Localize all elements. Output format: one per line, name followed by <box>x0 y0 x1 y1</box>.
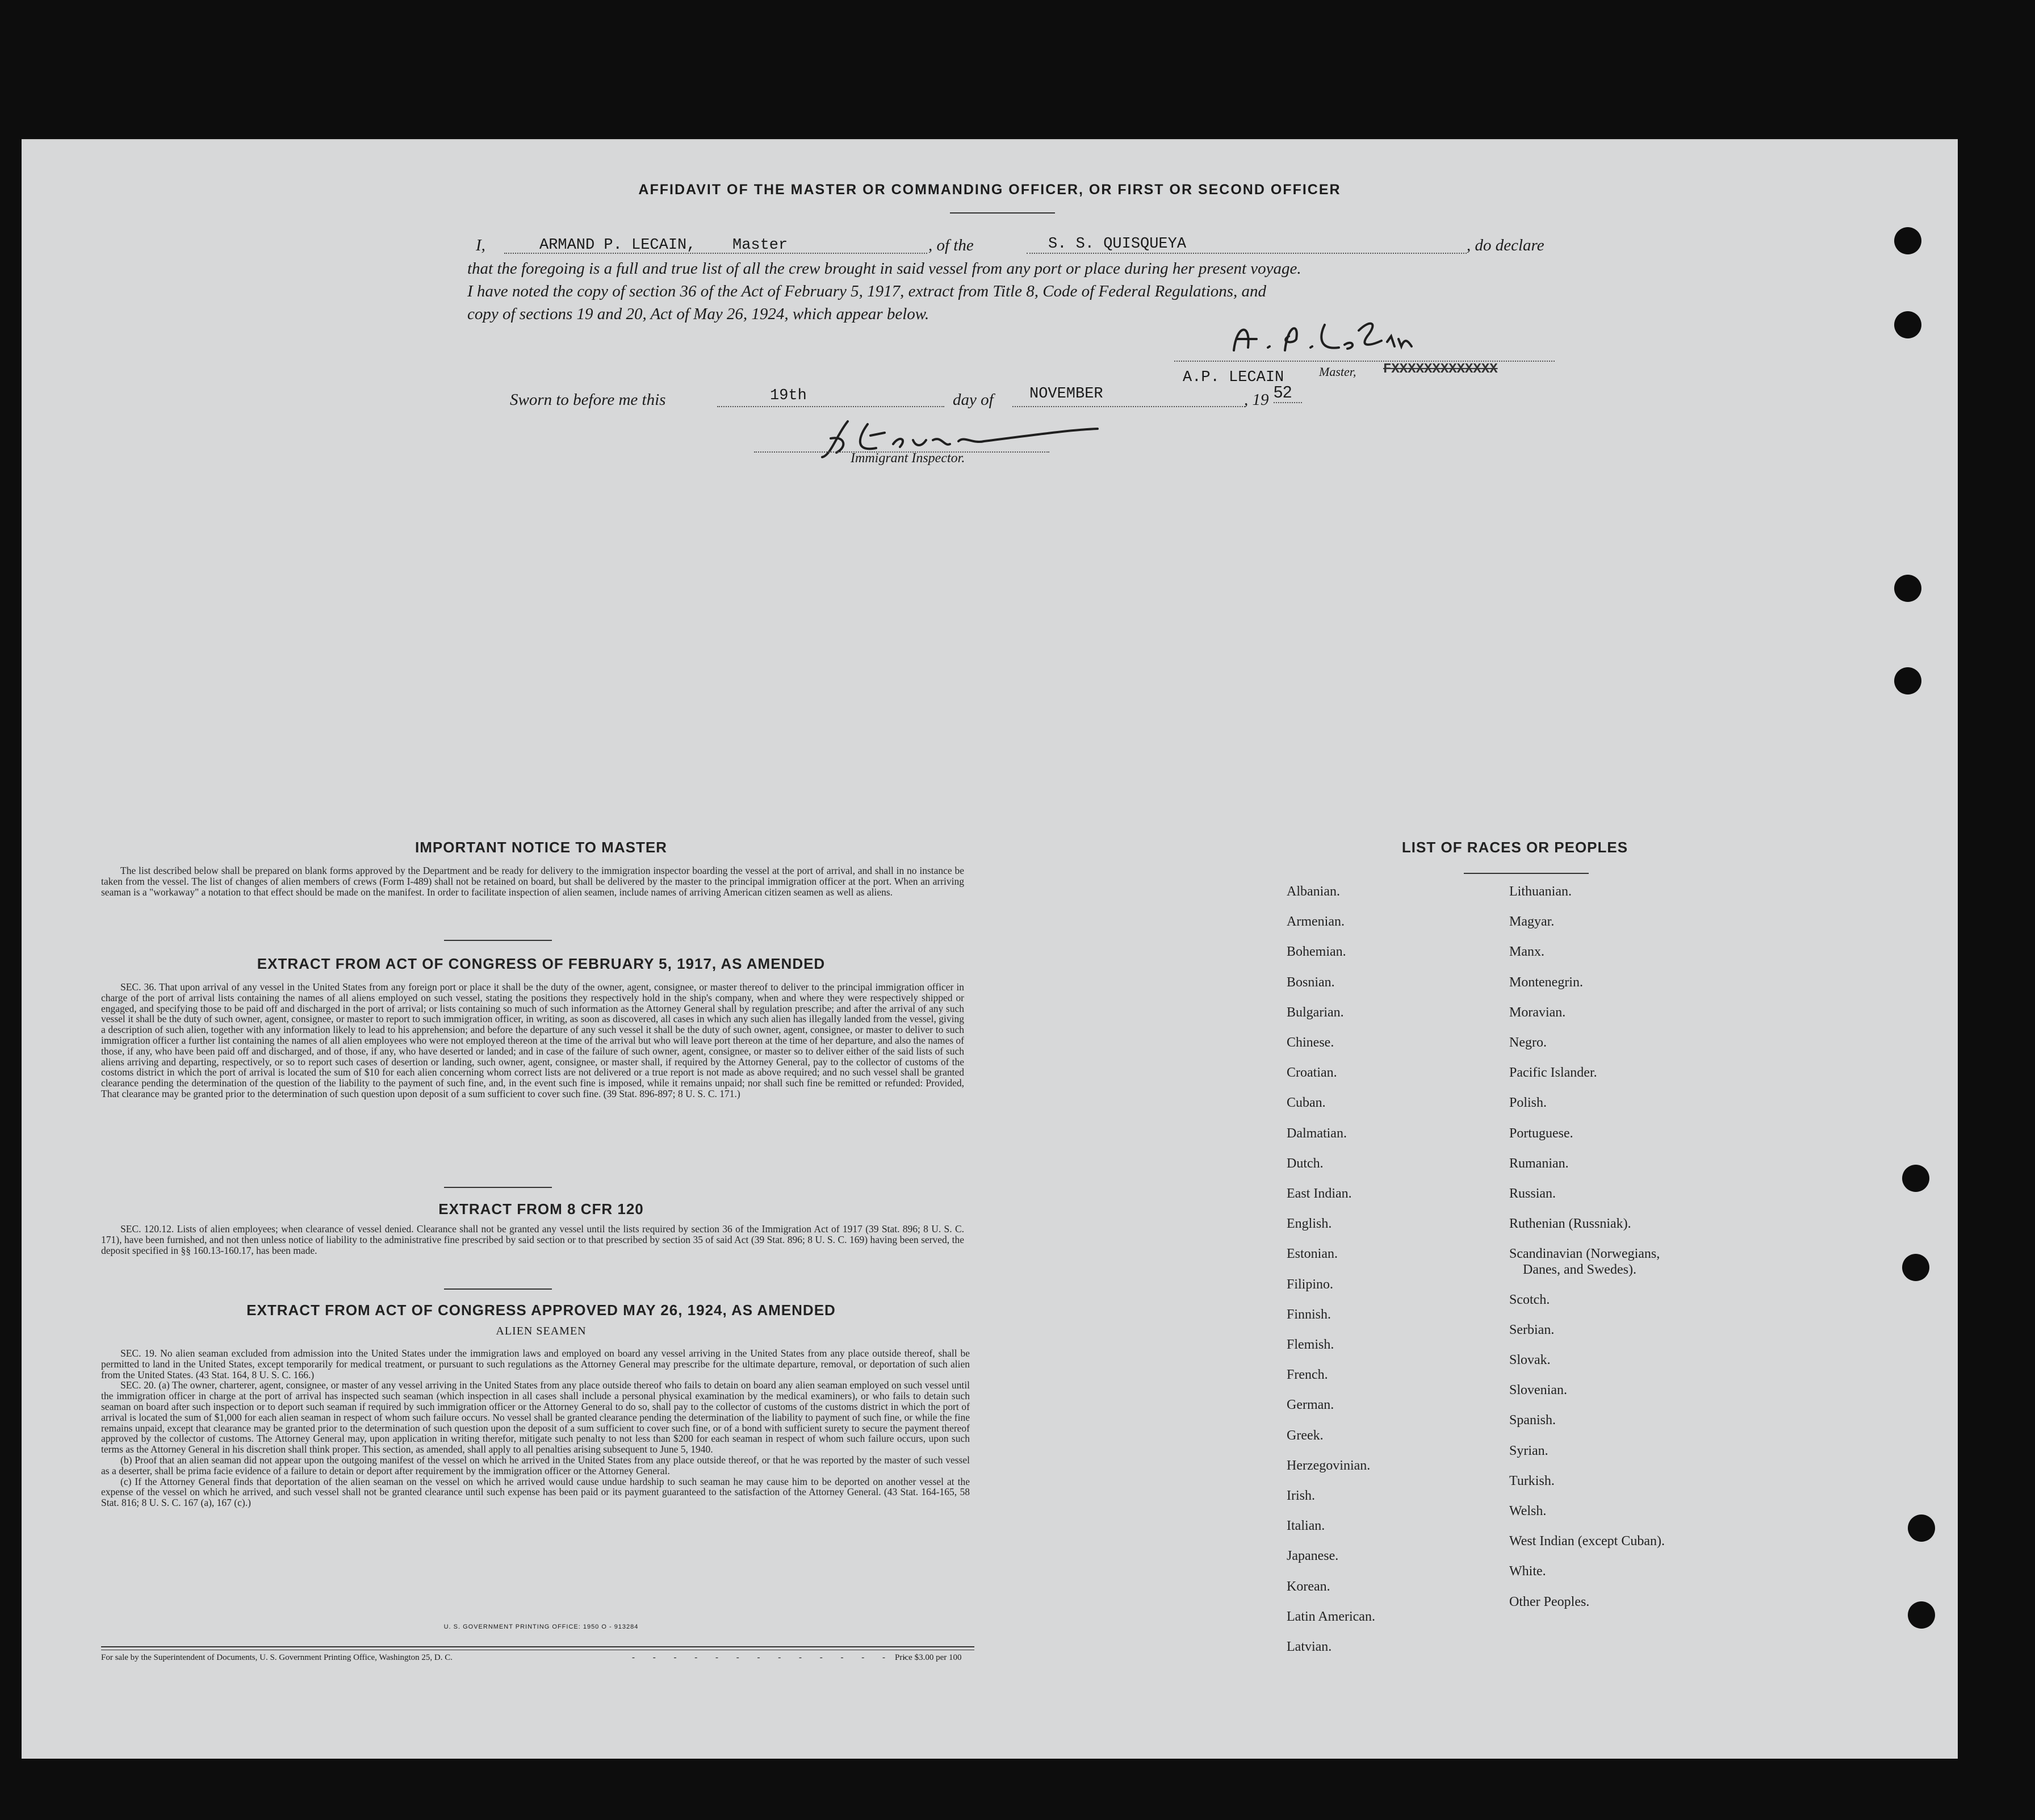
footer-price: Price $3.00 per 100 <box>895 1653 962 1662</box>
race-entry: Slovenian. <box>1509 1383 1567 1398</box>
vessel-name: S. S. QUISQUEYA <box>1048 236 1187 253</box>
master-rank: Master <box>732 237 788 254</box>
race-entry: Latin American. <box>1287 1609 1375 1624</box>
punch-hole <box>1908 1601 1935 1629</box>
race-entry: Italian. <box>1287 1518 1325 1534</box>
race-entry: Dalmatian. <box>1287 1126 1347 1141</box>
extract-1917-text: SEC. 36. That upon arrival of any vessel in the United States from any foreign port or place it shall be the duty of the owner, agent, consignee, or master thereof to deliver to the principal immigration officer in charge of the port of arrival lists containing the names of all aliens employed on such vessel, stating the positions they respectively hold in the ship's company, when and where they were respectively shipped or engaged, and specifying those to be paid off and discharged in the port of arrival; or lists containing so much of such information as the Attorney General shall by regulation prescribe; and after the arrival of any such vessel it shall be the duty of such owner, agent, consignee, or master to report to such immigration officer, in writing, as soon as discovered, all cases in which any such alien has illegally landed from the vessel, giving a description of such alien, together with any information likely to lead to his apprehension; and before the departure of any such vessel it shall be the duty of such owner, agent, consignee, or master to deliver to such immigration officer a further list containing the names of all alien employees who were not employed thereon at the time of the arrival but who will leave port thereon at the time of her departure, and also the names of those, if any, who have been paid off and discharged, and of those, if any, who have deserted or landed; and in case of the failure of such owner, agent, consignee, or master so to deliver either of the said lists of such aliens arriving and departing, respectively, or so to report such cases of desertion or landing, such owner, agent, consignee, or master shall, if required by the Attorney General, pay to the collector of customs of the costoms district in which the port of arrival is located the sum of $10 for each alien concerning whom correct lists are not delivered or a true report is not made as above required; and no such vessel shall be granted clearance pending the determination of the question of the liability to the payment of such fine, and, in the event such fine is imposed, while it remains unpaid; nor shall such fine be remitted or refunded: Provided, That clearance may be granted prior to the determination of such question upon deposit of a sum sufficient to cover such fine. (39 Stat. 896-897; 8 U. S. C. 171.) <box>101 981 964 1099</box>
race-entry: Greek. <box>1287 1428 1324 1443</box>
extract-1917-rule <box>444 1187 552 1188</box>
struck-officer-title: FXXXXXXXXXXXXX <box>1383 362 1498 377</box>
race-entry: Russian. <box>1509 1186 1556 1201</box>
day-fill-line <box>717 406 944 407</box>
affidavit-i: I, <box>476 236 485 254</box>
sworn-year-suffix: 52 <box>1274 383 1302 403</box>
day-of-label: day of <box>953 391 994 409</box>
race-entry: Manx. <box>1509 944 1544 960</box>
master-name: ARMAND P. LECAIN, <box>539 237 696 254</box>
form-sheet <box>22 139 1958 1759</box>
affidavit-line-4: copy of sections 19 and 20, Act of May 26, 1924, which appear below. <box>467 305 929 323</box>
race-entry: Moravian. <box>1509 1005 1566 1020</box>
sworn-label: Sworn to before me this <box>510 391 666 409</box>
punch-hole <box>1908 1514 1935 1542</box>
notice-rule <box>444 940 552 941</box>
race-entry: Herzegovinian. <box>1287 1458 1371 1473</box>
race-entry: Filipino. <box>1287 1277 1334 1292</box>
race-entry: Scandinavian (Norwegians, <box>1509 1246 1660 1262</box>
race-entry: Rumanian. <box>1509 1156 1569 1171</box>
race-entry: Finnish. <box>1287 1307 1331 1322</box>
race-entry: Bosnian. <box>1287 974 1335 990</box>
title-rule <box>950 212 1055 214</box>
extract-1924-title: EXTRACT FROM ACT OF CONGRESS APPROVED MAY 26, 1924, AS AMENDED <box>246 1302 836 1319</box>
sec-20b-text: (b) Proof that an alien seaman did not appear upon the outgoing manifest of the vessel on which he arrived in the United States from any place outside thereof, or that he was reported by the master of such vessel as a deserter, shall be prima facie evidence of a failure to detain or deport after requirement by the immigration officer or the Attorney General. <box>101 1454 970 1476</box>
race-entry: Chinese. <box>1287 1035 1334 1050</box>
extract-cfr-rule <box>444 1288 552 1290</box>
race-entry: Magyar. <box>1509 914 1555 930</box>
race-entry: Slovak. <box>1509 1353 1551 1367</box>
punch-hole <box>1902 1254 1929 1281</box>
race-entry: Polish. <box>1509 1095 1547 1111</box>
extract-1924-subtitle: ALIEN SEAMEN <box>496 1325 587 1337</box>
race-entry: Lithuanian. <box>1509 884 1572 899</box>
notice-title: IMPORTANT NOTICE TO MASTER <box>415 839 667 856</box>
race-entry: Syrian. <box>1509 1443 1548 1458</box>
vessel-fill-line <box>1027 253 1467 254</box>
master-label: Master, <box>1319 365 1356 379</box>
race-entry: West Indian (except Cuban). <box>1509 1534 1665 1549</box>
typed-signature: A.P. LECAIN <box>1183 369 1284 386</box>
races-title: LIST OF RACES OR PEOPLES <box>1401 839 1628 856</box>
race-entry: Negro. <box>1509 1035 1547 1050</box>
race-entry: Albanian. <box>1287 884 1340 899</box>
notice-text: The list described below shall be prepared on blank forms approved by the Department and be ready for delivery to the immigration inspector boarding the vessel at the port of arrival, and shall in no instance be taken from the vessel. The list of changes of alien members of crews (Form I-489) shall not be retained on board, but shall be delivered by the master to the principal immigration officer at the port. When an arriving seaman is a "workaway" a notation to that effect should be made on the manifest. In order to facilitate inspection of alien seamen, include names of arriving American citizen seamen as well as aliens. <box>101 865 964 898</box>
race-entry: Armenian. <box>1287 914 1345 930</box>
race-entry: Scotch. <box>1509 1292 1550 1307</box>
affidavit-title: AFFIDAVIT OF THE MASTER OR COMMANDING OFFICER, OR FIRST OR SECOND OFFICER <box>638 182 1341 198</box>
race-entry: German. <box>1287 1398 1334 1413</box>
extract-1917-title: EXTRACT FROM ACT OF CONGRESS OF FEBRUARY 5, 1917, AS AMENDED <box>257 955 826 972</box>
extract-1924-body <box>101 1348 970 1508</box>
race-entry: Serbian. <box>1509 1322 1555 1337</box>
race-entry: Pacific Islander. <box>1509 1065 1597 1081</box>
race-entry: Montenegrin. <box>1509 974 1583 990</box>
race-entry: Flemish. <box>1287 1337 1334 1352</box>
race-entry: Bohemian. <box>1287 944 1346 960</box>
punch-hole <box>1894 227 1921 254</box>
sec-20a-text: SEC. 20. (a) The owner, charterer, agent, consignee, or master of any vessel arriving in the United States from any place outside thereof who fails to detain on board any alien seaman employed on such vessel until the immigration officer in charge at the port of arrival has inspected such seaman (which inspection in all cases shall include a personal physical examination by the medical examiners), or who fails to detain such seaman on board after such inspection or to deport such seaman if required by such immigration officer or the Attorney General to do so, shall pay to the collector of customs of the customs district in which the port of arrival is located the sum of $1,000 for each alien seaman in respect of whom such failure occurs. No vessel shall be granted clearance pending the determination of the liability to payment of such fine, or while the fine remains unpaid, except that clearance may be granted prior to the determination of such question upon the deposit of a sum sufficient to cover such fine, or of a bond with sufficient surety to secure the payment thereof approved by the collector of customs. The Attorney General may, upon application in writing therefor, mitigate such penalty to not less than $200 for each seaman in respect of whom such failure occurs, upon such terms as the Attorney General in his discretion shall think proper. This section, as amended, shall apply to all penalties arising subsequent to June 5, 1940. <box>101 1379 970 1455</box>
race-entry: Japanese. <box>1287 1549 1339 1564</box>
race-entry: French. <box>1287 1367 1328 1383</box>
race-entry: Bulgarian. <box>1287 1005 1344 1020</box>
race-entry: Irish. <box>1287 1488 1315 1503</box>
footer-sale-text: For sale by the Superintendent of Documents, U. S. Government Printing Office, Washington 25, D. C. <box>101 1653 453 1662</box>
races-rule <box>1464 873 1589 874</box>
of-the-label: , of the <box>928 236 974 254</box>
punch-hole <box>1894 311 1921 338</box>
race-entry: Spanish. <box>1509 1413 1556 1428</box>
race-entry: Estonian. <box>1287 1246 1338 1262</box>
race-entry: Latvian. <box>1287 1639 1332 1654</box>
master-signature <box>1225 313 1430 362</box>
extract-cfr-text: SEC. 120.12. Lists of alien employees; when clearance of vessel denied. Clearance shall not be granted any vessel until the lists required by section 36 of the Immigration Act of 1917 (39 Stat. 896; 8 U. S. C. 171), have been furnished, and not then unless notice of liability to the administrative fine prescribed by said section or to that prescribed by section 35 of said Act (39 Stat. 896; 8 U. S. C. 169) having been served, the deposit specified in §§ 160.13-160.17, has been made. <box>101 1223 964 1256</box>
race-entry: East Indian. <box>1287 1186 1352 1201</box>
extract-cfr-title: EXTRACT FROM 8 CFR 120 <box>438 1200 644 1217</box>
sec-19-text: SEC. 19. No alien seaman excluded from admission into the United States under the immigration laws and employed on board any vessel arriving in the United States from any place outside thereof, shall be permitted to land in the United States, except temporarily for medical treatment, or pursuant to such regulations as the Attorney General may prescribe for the ultimate departure, removal, or deportation of such alien from the United States. (43 Stat. 164, 8 U. S. C. 166.) <box>101 1348 970 1380</box>
do-declare-label: , do declare <box>1467 236 1544 254</box>
year-prefix: , 19 <box>1244 391 1269 409</box>
footer-rule <box>101 1646 974 1647</box>
inspector-label: Immigrant Inspector. <box>851 451 965 466</box>
race-entry: Portuguese. <box>1509 1126 1573 1141</box>
gpo-imprint: U. S. GOVERNMENT PRINTING OFFICE: 1950 O - 913284 <box>443 1624 639 1630</box>
race-entry: Croatian. <box>1287 1065 1337 1081</box>
race-entry: Welsh. <box>1509 1504 1547 1518</box>
sworn-month: NOVEMBER <box>1029 386 1103 403</box>
punch-hole <box>1894 667 1921 694</box>
race-entry: English. <box>1287 1216 1332 1232</box>
punch-hole <box>1894 575 1921 602</box>
race-entry: Korean. <box>1287 1579 1330 1594</box>
race-entry: Other Peoples. <box>1509 1594 1590 1609</box>
race-entry: Danes, and Swedes). <box>1523 1262 1636 1278</box>
sworn-day: 19th <box>770 387 807 404</box>
race-entry: Cuban. <box>1287 1095 1326 1111</box>
affidavit-line-2: that the foregoing is a full and true list of all the crew brought in said vessel from any port or place during her present voyage. <box>467 260 1301 278</box>
sec-20c-text: (c) If the Attorney General finds that deportation of the alien seaman on the vessel on which he arrived would cause undue hardship to such seaman he may cause him to be deported on another vessel at the expense of the vessel on which he arrived, and such vessel shall not be granted clearance until such expense has been paid or its payment guaranteed to the satisfaction of the Attorney General. (43 Stat. 164-165, 58 Stat. 816; 8 U. S. C. 167 (a), 167 (c).) <box>101 1475 970 1509</box>
affidavit-line-3: I have noted the copy of section 36 of the Act of February 5, 1917, extract from Title 8, Code of Federal Regulations, and <box>467 282 1267 300</box>
race-entry: Turkish. <box>1509 1473 1555 1488</box>
race-entry: Dutch. <box>1287 1156 1324 1171</box>
race-entry: Ruthenian (Russniak). <box>1509 1216 1631 1232</box>
race-entry: White. <box>1509 1564 1546 1579</box>
month-fill-line <box>1012 406 1245 407</box>
punch-hole <box>1902 1165 1929 1192</box>
footer-leader-dots: - - - - - - - - - - - - - - <box>632 1653 914 1662</box>
